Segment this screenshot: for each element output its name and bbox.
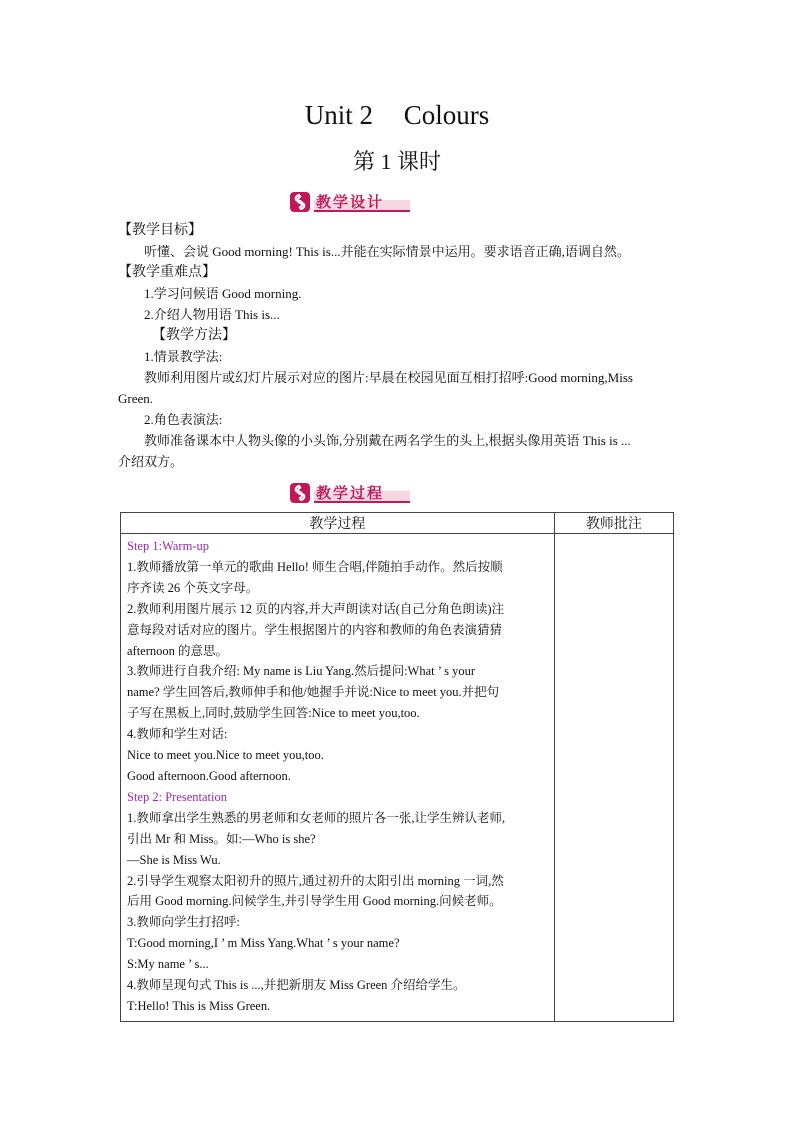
step1-content <box>127 557 548 787</box>
table-line: S:My name ’ s... <box>127 957 209 972</box>
table-line: T:Hello! This is Miss Green. <box>127 998 271 1013</box>
method-2-title: 2.角色表演法: <box>144 412 223 427</box>
swirl-logo-icon <box>290 483 310 503</box>
design-section <box>118 220 678 472</box>
swirl-logo-icon <box>290 192 310 212</box>
table-line: afternoon 的意思。 <box>127 643 229 658</box>
table-line: 1.教师播放第一单元的歌曲 Hello! 师生合唱,伴随拍手动作。然后按顺 <box>127 559 503 574</box>
keypoint-1: 1.学习问候语 Good morning. <box>144 286 302 301</box>
table-line: 4.教师和学生对话: <box>127 727 228 742</box>
banner-teaching-design <box>290 191 410 213</box>
table-line: 后用 Good morning.问候学生,并引导学生用 Good morning.问候老师。 <box>127 894 502 909</box>
process-cell <box>121 534 555 1022</box>
method-2-line1: 教师准备课本中人物头像的小头饰,分别戴在两名学生的头上,根据头像用英语 This is ... <box>144 433 631 448</box>
table-line: 引出 Mr 和 Miss。如:—Who is she? <box>127 831 316 846</box>
table-line: Nice to meet you.Nice to meet you,too. <box>127 748 324 763</box>
step2-content <box>127 808 548 1017</box>
goal-heading: 【教学目标】 <box>118 223 202 238</box>
table-line: name? 学生回答后,教师伸手和他/她握手并说:Nice to meet you.并把句 <box>127 685 500 700</box>
step2-title: Step 2: Presentation <box>127 789 227 804</box>
table-header-row <box>121 513 674 534</box>
keypoint-2: 2.介绍人物用语 This is... <box>144 307 280 322</box>
lesson-title: 第 1 课时 <box>352 149 441 174</box>
banner-label: 教学设计 <box>316 193 385 211</box>
step1-title: Step 1:Warm-up <box>127 539 209 553</box>
table-line: —She is Miss Wu. <box>127 852 221 867</box>
table-line: 2.教师利用图片展示 12 页的内容,并大声朗读对话(自己分角色朗读)注 <box>127 601 505 616</box>
header-process: 教学过程 <box>121 513 555 534</box>
table-line: 4.教师呈现句式 This is ...,并把新朋友 Miss Green 介绍给学生。 <box>127 978 466 993</box>
table-line: 意每段对话对应的图片。学生根据图片的内容和教师的角色表演猜猜 <box>127 622 503 637</box>
method-2-line2: 介绍双方。 <box>118 454 184 469</box>
table-line: 1.教师拿出学生熟悉的男老师和女老师的照片各一张,让学生辨认老师, <box>127 810 506 825</box>
unit-number: Unit 2 <box>304 100 373 130</box>
method-1-title: 1.情景教学法: <box>144 349 223 364</box>
table-line: 序齐读 26 个英文字母。 <box>127 580 259 595</box>
process-table <box>120 512 674 1022</box>
banner-label: 教学过程 <box>316 484 385 502</box>
table-line: 3.教师进行自我介绍: My name is Liu Yang.然后提问:What ’ s your <box>127 664 476 679</box>
method-1-line2: Green. <box>118 391 154 406</box>
table-line: 2.引导学生观察太阳初升的照片,通过初升的太阳引出 morning 一词,然 <box>127 873 504 888</box>
table-line: 子写在黑板上,同时,鼓励学生回答:Nice to meet you,too. <box>127 706 420 721</box>
notes-cell <box>554 534 673 1022</box>
method-1-line1: 教师利用图片或幻灯片展示对应的图片:早晨在校园见面互相打招呼:Good morning,Miss <box>144 370 633 385</box>
keypoint-heading: 【教学重难点】 <box>118 265 216 280</box>
unit-name: Colours <box>403 100 490 130</box>
banner-teaching-process <box>290 482 410 504</box>
table-line: Good afternoon.Good afternoon. <box>127 768 291 783</box>
table-line: 3.教师向学生打招呼: <box>127 915 240 930</box>
table-line: T:Good morning,I ’ m Miss Yang.What ’ s your name? <box>127 936 400 951</box>
table-row <box>121 534 674 1022</box>
goal-text: 听懂、会说 Good morning! This is...并能在实际情景中运用。要求语音正确,语调自然。 <box>144 244 630 259</box>
header-notes: 教师批注 <box>554 513 673 534</box>
unit-title <box>0 100 794 131</box>
method-heading: 【教学方法】 <box>152 328 236 343</box>
